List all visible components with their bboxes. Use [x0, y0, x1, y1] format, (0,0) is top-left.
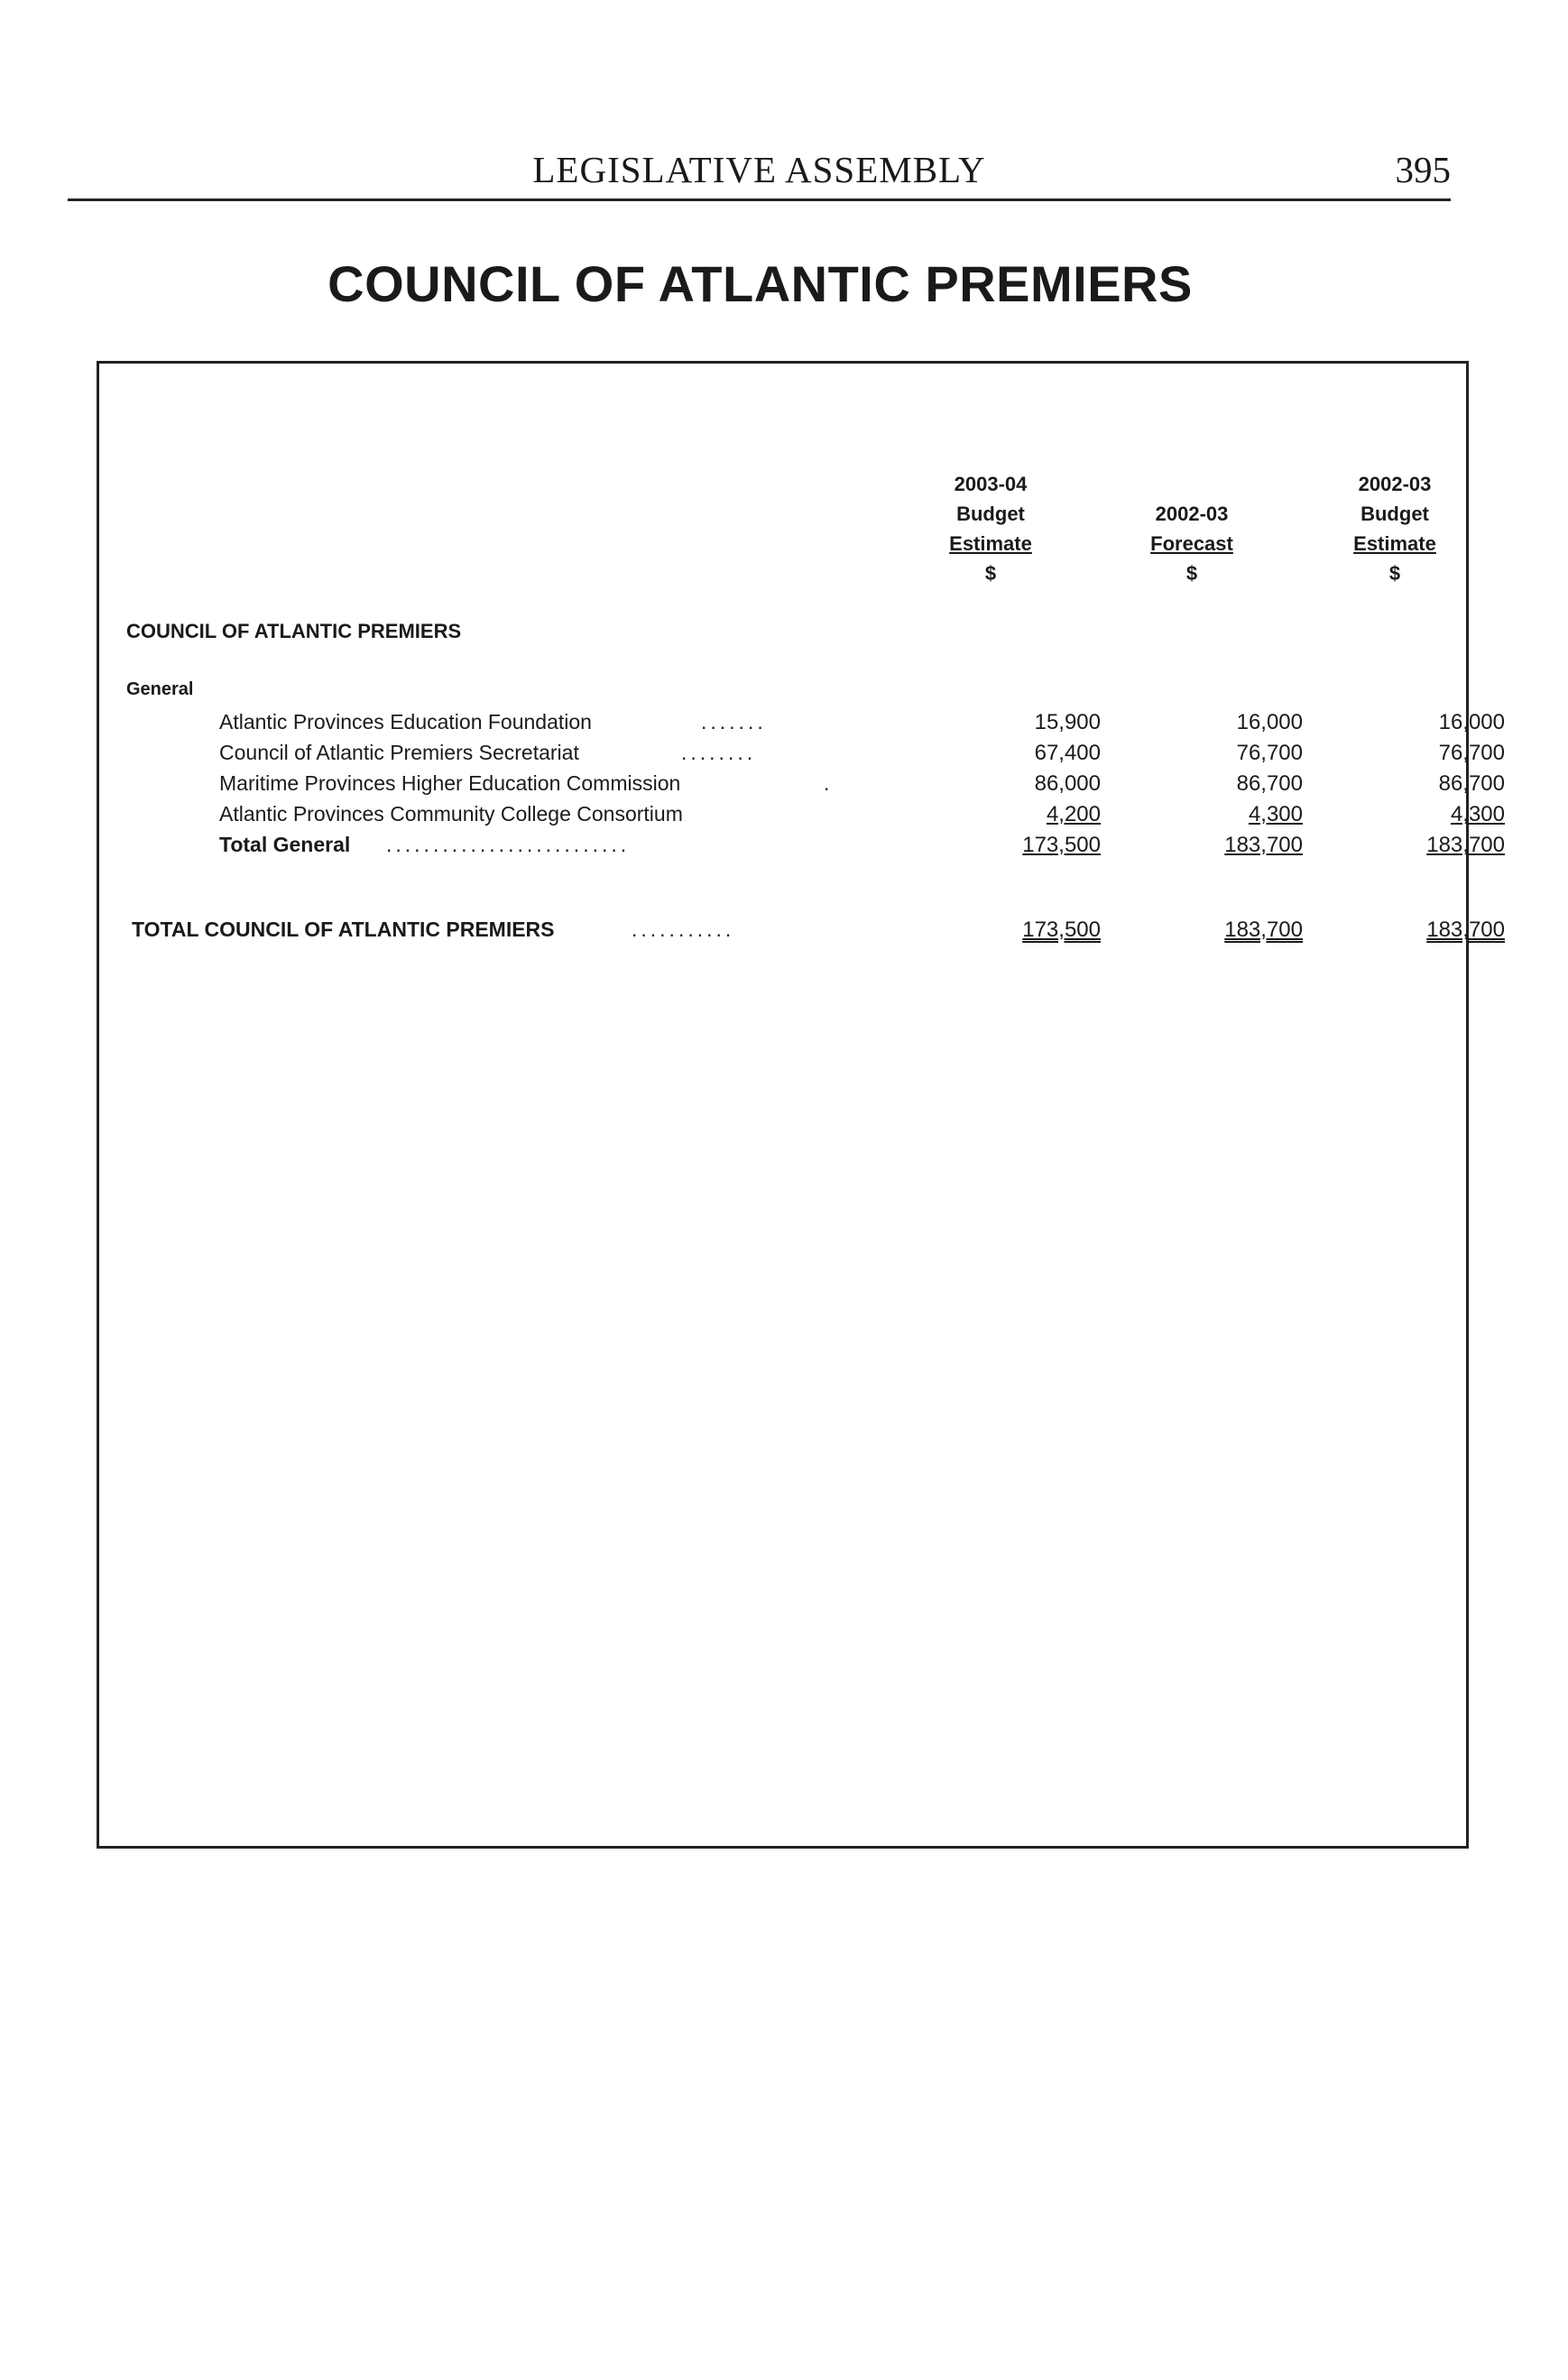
value-2003-04-budget: 15,900: [1034, 710, 1101, 734]
subtotal-label: Total General: [219, 833, 351, 856]
dot-leader: .......: [701, 710, 767, 733]
page-header: [68, 146, 1451, 201]
value-2002-03-budget: 76,700: [1438, 741, 1505, 765]
column-header-2003-04-budget-estimate: [900, 469, 1081, 588]
value-2002-03-forecast: 16,000: [1236, 710, 1303, 734]
value-2002-03-forecast: 4,300: [1248, 802, 1303, 826]
value-2002-03-budget: 86,700: [1438, 771, 1505, 796]
running-header-title: LEGISLATIVE ASSEMBLY: [532, 149, 986, 190]
column-unit: $: [1185, 562, 1198, 585]
column-header-line: 2002-03: [1358, 473, 1432, 495]
column-header-line: Budget: [1360, 503, 1429, 525]
column-header-line: 2003-04: [954, 473, 1028, 495]
column-header-2002-03-budget-estimate: [1305, 469, 1485, 588]
total-label: TOTAL COUNCIL OF ATLANTIC PREMIERS: [132, 918, 555, 941]
total-2003-04-budget: 173,500: [1022, 918, 1101, 942]
value-2003-04-budget: 4,200: [1046, 802, 1101, 826]
subtotal-2002-03-budget: 183,700: [1426, 833, 1505, 857]
dot-leader: .: [824, 771, 834, 795]
column-header-2002-03-forecast: [1102, 469, 1282, 588]
section-title: COUNCIL OF ATLANTIC PREMIERS: [126, 620, 462, 642]
value-2003-04-budget: 67,400: [1034, 741, 1101, 765]
column-header-line: Forecast: [1150, 532, 1233, 555]
dot-leader: ...........: [632, 918, 735, 941]
row-label: Maritime Provinces Higher Education Commission: [219, 771, 681, 795]
value-2002-03-budget: 4,300: [1450, 802, 1505, 826]
value-2002-03-forecast: 76,700: [1236, 741, 1303, 765]
value-2003-04-budget: 86,000: [1034, 771, 1101, 796]
column-unit: $: [984, 562, 997, 585]
subtotal-2003-04-budget: 173,500: [1022, 833, 1101, 857]
column-header-line: Estimate: [949, 532, 1032, 555]
budget-table-frame: [97, 361, 1505, 1849]
row-label: Atlantic Provinces Education Foundation: [219, 710, 592, 733]
column-header-line: 2002-03: [1155, 503, 1229, 525]
column-unit: $: [1388, 562, 1401, 585]
column-header-line: [1102, 469, 1282, 499]
column-header-line: Budget: [956, 503, 1025, 525]
dot-leader: ........: [681, 741, 757, 764]
row-label: Atlantic Provinces Community College Consortium: [219, 802, 683, 826]
value-2002-03-budget: 16,000: [1438, 710, 1505, 734]
subsection-title: General: [126, 679, 194, 699]
dot-leader: ..........................: [386, 833, 631, 856]
subtotal-2002-03-forecast: 183,700: [1224, 833, 1303, 857]
page-number: 395: [1395, 149, 1451, 190]
value-2002-03-forecast: 86,700: [1236, 771, 1303, 796]
row-label: Council of Atlantic Premiers Secretariat: [219, 741, 579, 764]
total-2002-03-forecast: 183,700: [1224, 918, 1303, 942]
column-header-line: Estimate: [1353, 532, 1436, 555]
total-2002-03-budget: 183,700: [1426, 918, 1505, 942]
page-title: COUNCIL OF ATLANTIC PREMIERS: [327, 255, 1193, 312]
